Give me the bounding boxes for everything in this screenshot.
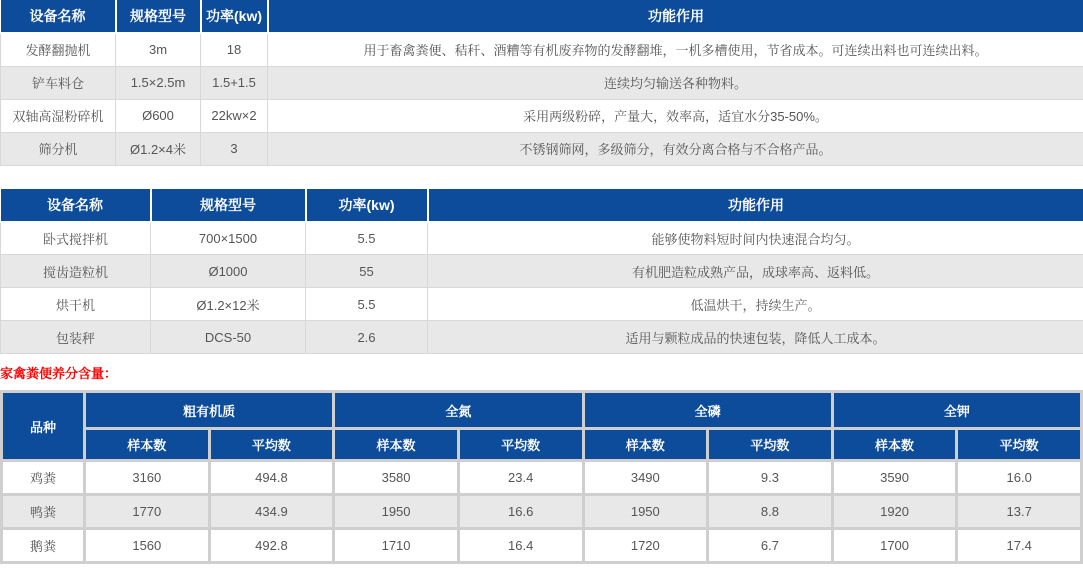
value-cell: 16.6 bbox=[460, 496, 582, 527]
spec-cell: 700×1500 bbox=[151, 222, 306, 255]
value-cell: 16.0 bbox=[958, 462, 1080, 493]
function-cell: 不锈钢筛网，多级筛分，有效分离合格与不合格产品。 bbox=[268, 132, 1083, 165]
equipment-name-cell: 双轴高湿粉碎机 bbox=[1, 99, 116, 132]
value-cell: 16.4 bbox=[460, 530, 582, 561]
nutrient-table bbox=[0, 390, 1083, 564]
organic-matter-header: 粗有机质 bbox=[86, 393, 332, 427]
power-header: 功率(kw) bbox=[306, 189, 428, 222]
average-header: 平均数 bbox=[958, 430, 1080, 459]
value-cell: 6.7 bbox=[709, 530, 831, 561]
power-cell: 3 bbox=[201, 132, 268, 165]
value-cell: 1770 bbox=[86, 496, 208, 527]
sample-count-header: 样本数 bbox=[86, 430, 208, 459]
table-row bbox=[1, 33, 1083, 66]
value-cell: 13.7 bbox=[958, 496, 1080, 527]
table-row bbox=[1, 255, 1083, 288]
value-cell: 1950 bbox=[335, 496, 457, 527]
table-header-row bbox=[1, 189, 1083, 222]
value-cell: 1950 bbox=[585, 496, 707, 527]
nutrient-content-label: 家禽粪便养分含量： bbox=[0, 366, 118, 381]
species-cell: 鸭粪 bbox=[3, 496, 83, 527]
value-cell: 434.9 bbox=[211, 496, 333, 527]
power-cell: 5.5 bbox=[306, 222, 428, 255]
average-header: 平均数 bbox=[709, 430, 831, 459]
value-cell: 17.4 bbox=[958, 530, 1080, 561]
species-cell: 鹅粪 bbox=[3, 530, 83, 561]
potassium-header: 全钾 bbox=[834, 393, 1080, 427]
value-cell: 3160 bbox=[86, 462, 208, 493]
power-cell: 22kw×2 bbox=[201, 99, 268, 132]
function-cell: 用于畜禽粪便、秸秆、酒糟等有机废弃物的发酵翻堆，一机多槽使用，节省成本。可连续出料也可连续出料。 bbox=[268, 33, 1083, 66]
equipment-table-2 bbox=[0, 189, 1083, 355]
function-header: 功能作用 bbox=[428, 189, 1083, 222]
value-cell: 1920 bbox=[834, 496, 956, 527]
power-cell: 2.6 bbox=[306, 321, 428, 354]
spec-cell: Ø1.2×12米 bbox=[151, 288, 306, 321]
equipment-name-header: 设备名称 bbox=[1, 189, 151, 222]
table-row bbox=[3, 462, 1080, 493]
sample-count-header: 样本数 bbox=[335, 430, 457, 459]
spec-cell: Ø1000 bbox=[151, 255, 306, 288]
spec-model-header: 规格型号 bbox=[116, 0, 201, 33]
table-row bbox=[1, 99, 1083, 132]
equipment-name-cell: 烘干机 bbox=[1, 288, 151, 321]
value-cell: 1710 bbox=[335, 530, 457, 561]
group-header-row bbox=[3, 393, 1080, 427]
function-cell: 有机肥造粒成熟产品，成球率高、返料低。 bbox=[428, 255, 1083, 288]
table-row bbox=[1, 66, 1083, 99]
species-header: 品种 bbox=[3, 393, 83, 459]
value-cell: 1560 bbox=[86, 530, 208, 561]
power-cell: 18 bbox=[201, 33, 268, 66]
table-row bbox=[1, 321, 1083, 354]
nitrogen-header: 全氮 bbox=[335, 393, 581, 427]
spec-model-header: 规格型号 bbox=[151, 189, 306, 222]
value-cell: 1700 bbox=[834, 530, 956, 561]
equipment-name-cell: 搅齿造粒机 bbox=[1, 255, 151, 288]
sample-count-header: 样本数 bbox=[834, 430, 956, 459]
equipment-name-cell: 包装秤 bbox=[1, 321, 151, 354]
equipment-name-header: 设备名称 bbox=[1, 0, 116, 33]
sub-header-row bbox=[3, 430, 1080, 459]
value-cell: 8.8 bbox=[709, 496, 831, 527]
function-cell: 采用两级粉碎，产量大，效率高，适宜水分35-50%。 bbox=[268, 99, 1083, 132]
value-cell: 494.8 bbox=[211, 462, 333, 493]
function-cell: 适用与颗粒成品的快速包装，降低人工成本。 bbox=[428, 321, 1083, 354]
power-cell: 55 bbox=[306, 255, 428, 288]
table-row bbox=[1, 222, 1083, 255]
spec-cell: Ø600 bbox=[116, 99, 201, 132]
function-cell: 能够使物料短时间内快速混合均匀。 bbox=[428, 222, 1083, 255]
equipment-name-cell: 筛分机 bbox=[1, 132, 116, 165]
average-header: 平均数 bbox=[211, 430, 333, 459]
value-cell: 23.4 bbox=[460, 462, 582, 493]
function-header: 功能作用 bbox=[268, 0, 1083, 33]
spec-cell: 1.5×2.5m bbox=[116, 66, 201, 99]
table-header-row bbox=[1, 0, 1083, 33]
phosphorus-header: 全磷 bbox=[585, 393, 831, 427]
average-header: 平均数 bbox=[460, 430, 582, 459]
value-cell: 3580 bbox=[335, 462, 457, 493]
spec-cell: Ø1.2×4米 bbox=[116, 132, 201, 165]
spec-cell: DCS-50 bbox=[151, 321, 306, 354]
equipment-name-cell: 卧式搅拌机 bbox=[1, 222, 151, 255]
value-cell: 1720 bbox=[585, 530, 707, 561]
function-cell: 连续均匀输送各种物料。 bbox=[268, 66, 1083, 99]
sample-count-header: 样本数 bbox=[585, 430, 707, 459]
equipment-name-cell: 发酵翻抛机 bbox=[1, 33, 116, 66]
value-cell: 9.3 bbox=[709, 462, 831, 493]
value-cell: 3490 bbox=[585, 462, 707, 493]
power-cell: 1.5+1.5 bbox=[201, 66, 268, 99]
table-row bbox=[3, 496, 1080, 527]
equipment-table-1 bbox=[0, 0, 1083, 166]
value-cell: 3590 bbox=[834, 462, 956, 493]
spec-cell: 3m bbox=[116, 33, 201, 66]
value-cell: 492.8 bbox=[211, 530, 333, 561]
species-cell: 鸡粪 bbox=[3, 462, 83, 493]
table-row bbox=[1, 132, 1083, 165]
equipment-name-cell: 铲车料仓 bbox=[1, 66, 116, 99]
power-cell: 5.5 bbox=[306, 288, 428, 321]
table-row bbox=[1, 288, 1083, 321]
table-row bbox=[3, 530, 1080, 561]
power-header: 功率(kw) bbox=[201, 0, 268, 33]
function-cell: 低温烘干，持续生产。 bbox=[428, 288, 1083, 321]
